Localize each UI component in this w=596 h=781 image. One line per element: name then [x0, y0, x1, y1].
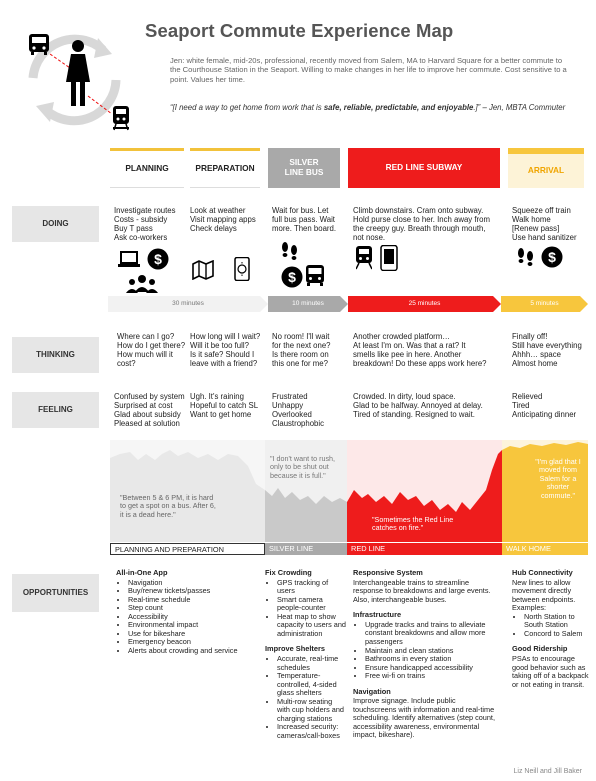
emotion-quote-arrival: "I'm glad that I moved from Salem for a shorter commute." [535, 457, 581, 500]
list-item: • Multi-row seating with cup holders and charging stations [277, 698, 347, 724]
group-icon [126, 274, 158, 294]
emotion-quote-planning: "Between 5 & 6 PM, it is hard to get a spot on a bus. After 6, it is a dead here." [120, 493, 216, 519]
phase-red-line: RED LINE SUBWAY [348, 148, 500, 188]
laptop-icon [118, 251, 140, 269]
list-item: • Concord to Salem [524, 630, 592, 639]
thinking-preparation: How long will I wait? Will it be too full? Is it safe? Should I leave with a friend? [190, 332, 261, 369]
weather-phone-icon [233, 257, 251, 281]
list-item: • Smart camera people-counter [277, 596, 347, 613]
opportunity-list [277, 579, 347, 639]
opportunity-col-system [353, 569, 501, 740]
duration-arrival: 5 minutes [530, 300, 559, 308]
phase-planning: PLANNING [110, 148, 184, 188]
list-item: • Bathrooms in every station [365, 655, 501, 664]
persona-quote: “[I need a way to get home from work that is safe, reliable, predictable, and enjoyable.]” – Jen, MBTA Commuter [170, 103, 566, 112]
list-item: • Real-time schedule [128, 596, 266, 605]
opportunity-list [277, 655, 347, 740]
list-item: • Navigation [128, 579, 266, 588]
map-icon [192, 260, 214, 280]
phase-label-silver-line: SILVER LINE [265, 543, 347, 555]
list-item: • Accessibility [128, 613, 266, 622]
opportunity-list [524, 613, 592, 639]
opportunity-text: PSAs to encourage good behavior such as taking off of a backpack or not eating in transit. [512, 654, 589, 689]
list-item: • Maintain and clean stations [365, 647, 501, 656]
row-label-feeling: FEELING [12, 392, 99, 428]
feeling-arrival: Relieved Tired Anticipating dinner [512, 392, 577, 420]
thinking-silver-line: No room! I'll wait for the next one? Is there room on this one for me? [272, 332, 331, 369]
feeling-planning: Confused by system Surprised at cost Glad about subsidy Pleased at solution [114, 392, 185, 429]
opportunity-title: Fix Crowding [265, 568, 312, 577]
opportunity-title: Navigation [353, 686, 391, 696]
svg-text:$: $ [154, 251, 162, 267]
persona-illustration [8, 18, 138, 138]
bus-icon [29, 34, 49, 55]
train-icon [356, 246, 372, 270]
opportunity-list [365, 621, 501, 681]
train-icon [113, 106, 129, 130]
opportunity-title: All-in-One App [116, 568, 168, 577]
phase-arrival: ARRIVAL [508, 148, 584, 188]
doing-planning: Investigate routes Costs - subsidy Buy T pass Ask co-workers [114, 206, 176, 243]
list-item: • Increased security: cameras/call-boxes [277, 723, 347, 740]
list-item: • Heat map to show capacity to users and administration [277, 613, 347, 639]
feeling-preparation: Ugh. It's raining Hopeful to catch SL Want to get home [190, 392, 259, 420]
list-item: • Emergency beacon [128, 638, 266, 647]
phase-preparation: PREPARATION [190, 148, 260, 188]
list-item: • Buy/renew tickets/passes [128, 587, 266, 596]
doing-preparation: Look at weather Visit mapping apps Check delays [190, 206, 256, 234]
opportunity-title: Improve Shelters [265, 644, 325, 654]
opportunity-text: New lines to allow movement directly between endpoints. Examples: [512, 577, 576, 613]
doing-red-line: Climb downstairs. Cram onto subway. Hold purse close to her. Inch away from the creepy guy. Breath through mouth, not nose. [353, 206, 490, 243]
phase-label-red-line: RED LINE [347, 543, 502, 555]
phase-label-planning-preparation: PLANNING AND PREPARATION [110, 543, 265, 555]
list-item: • Alerts about crowding and service [128, 647, 266, 656]
thinking-red-line: Another crowded platform… At least I'm on. Was that a rat? It smells like pee in here. Another breakdown! Do these apps work here? [353, 332, 487, 369]
opportunity-title: Good Ridership [512, 644, 568, 654]
phase-label-walk-home: WALK HOME [502, 543, 588, 555]
duration-red-line: 25 minutes [408, 300, 441, 308]
opportunity-col-connectivity [512, 569, 592, 689]
dollar-icon [147, 248, 169, 270]
list-item: • Upgrade tracks and trains to alleviate constant breakdowns and allow more passengers [365, 621, 501, 647]
feeling-silver-line: Frustrated Unhappy Overlooked Claustrophobic [272, 392, 325, 429]
footer-credits: Liz Neill and Jill Baker [513, 767, 582, 775]
bus-icon [305, 264, 325, 288]
emotion-quote-silver-line: "I don't want to rush, only to be shut out because it is full." [270, 454, 336, 480]
thinking-planning: Where can I go? How do I get there? How much will it cost? [117, 332, 186, 369]
list-item: • Use for bikeshare [128, 630, 266, 639]
opportunity-col-app [116, 569, 266, 655]
dollar-icon [281, 266, 303, 288]
list-item: • Environmental impact [128, 621, 266, 630]
list-item: • Ensure handicapped accessibility [365, 664, 501, 673]
woman-icon [66, 40, 90, 106]
phase-silver-line: SILVER LINE BUS [268, 148, 340, 188]
list-item: • Step count [128, 604, 266, 613]
footsteps-icon [515, 246, 537, 268]
duration-silver-line: 10 minutes [292, 300, 324, 308]
opportunity-title: Hub Connectivity [512, 568, 573, 577]
emotion-quote-red-line: "Sometimes the Red Line catches on fire." [372, 515, 454, 533]
opportunity-text: Interchangeable trains to streamline response to breakdowns and large events. Also, interchangeable buses. [353, 577, 491, 604]
list-item: • Temperature-controlled, 4-sided glass shelters [277, 672, 347, 698]
row-label-doing: DOING [12, 206, 99, 242]
opportunity-col-crowding [265, 569, 347, 740]
duration-planning: 30 minutes [172, 300, 204, 308]
opportunity-title: Responsive System [353, 568, 423, 577]
list-item: • Free wi-fi on trains [365, 672, 501, 681]
emotion-curve [110, 440, 588, 542]
doing-silver-line: Wait for bus. Let full bus pass. Wait more. Then board. [272, 206, 337, 234]
phone-icon [380, 245, 398, 271]
row-label-thinking: THINKING [12, 337, 99, 373]
opportunity-text: Improve signage. Include public touchscreens with information and real-time scheduling. Identify alternatives (step count, accessibility awareness, environmental impact, bikeshare). [353, 696, 495, 740]
list-item: • Accurate, real-time schedules [277, 655, 347, 672]
svg-text:$: $ [548, 249, 556, 265]
row-label-opportunities: OPPORTUNITIES [12, 574, 99, 612]
list-item: • North Station to South Station [524, 613, 592, 630]
list-item: • GPS tracking of users [277, 579, 347, 596]
page-title: Seaport Commute Experience Map [145, 20, 454, 41]
opportunity-list [128, 579, 266, 656]
opportunity-title: Infrastructure [353, 610, 402, 620]
footsteps-icon [279, 240, 301, 262]
thinking-arrival: Finally off! Still have everything Ahhh… space Almost home [512, 332, 582, 369]
svg-text:$: $ [288, 269, 296, 285]
persona-description: Jen: white female, mid-20s, professional, recently moved from Salem, MA to Harvard Square for a better commute to the Courthouse Station in the Seaport. Willing to make changes in her life to improve her commute. Cost sensitive to a point. Values her time. [170, 56, 567, 84]
doing-arrival: Squeeze off train Walk home [Renew pass] Use hand sanitizer [512, 206, 577, 243]
dollar-icon [541, 246, 563, 268]
feeling-red-line: Crowded. In dirty, loud space. Glad to be halfway. Annoyed at delay. Tired of standing. Resigned to wait. [353, 392, 483, 420]
